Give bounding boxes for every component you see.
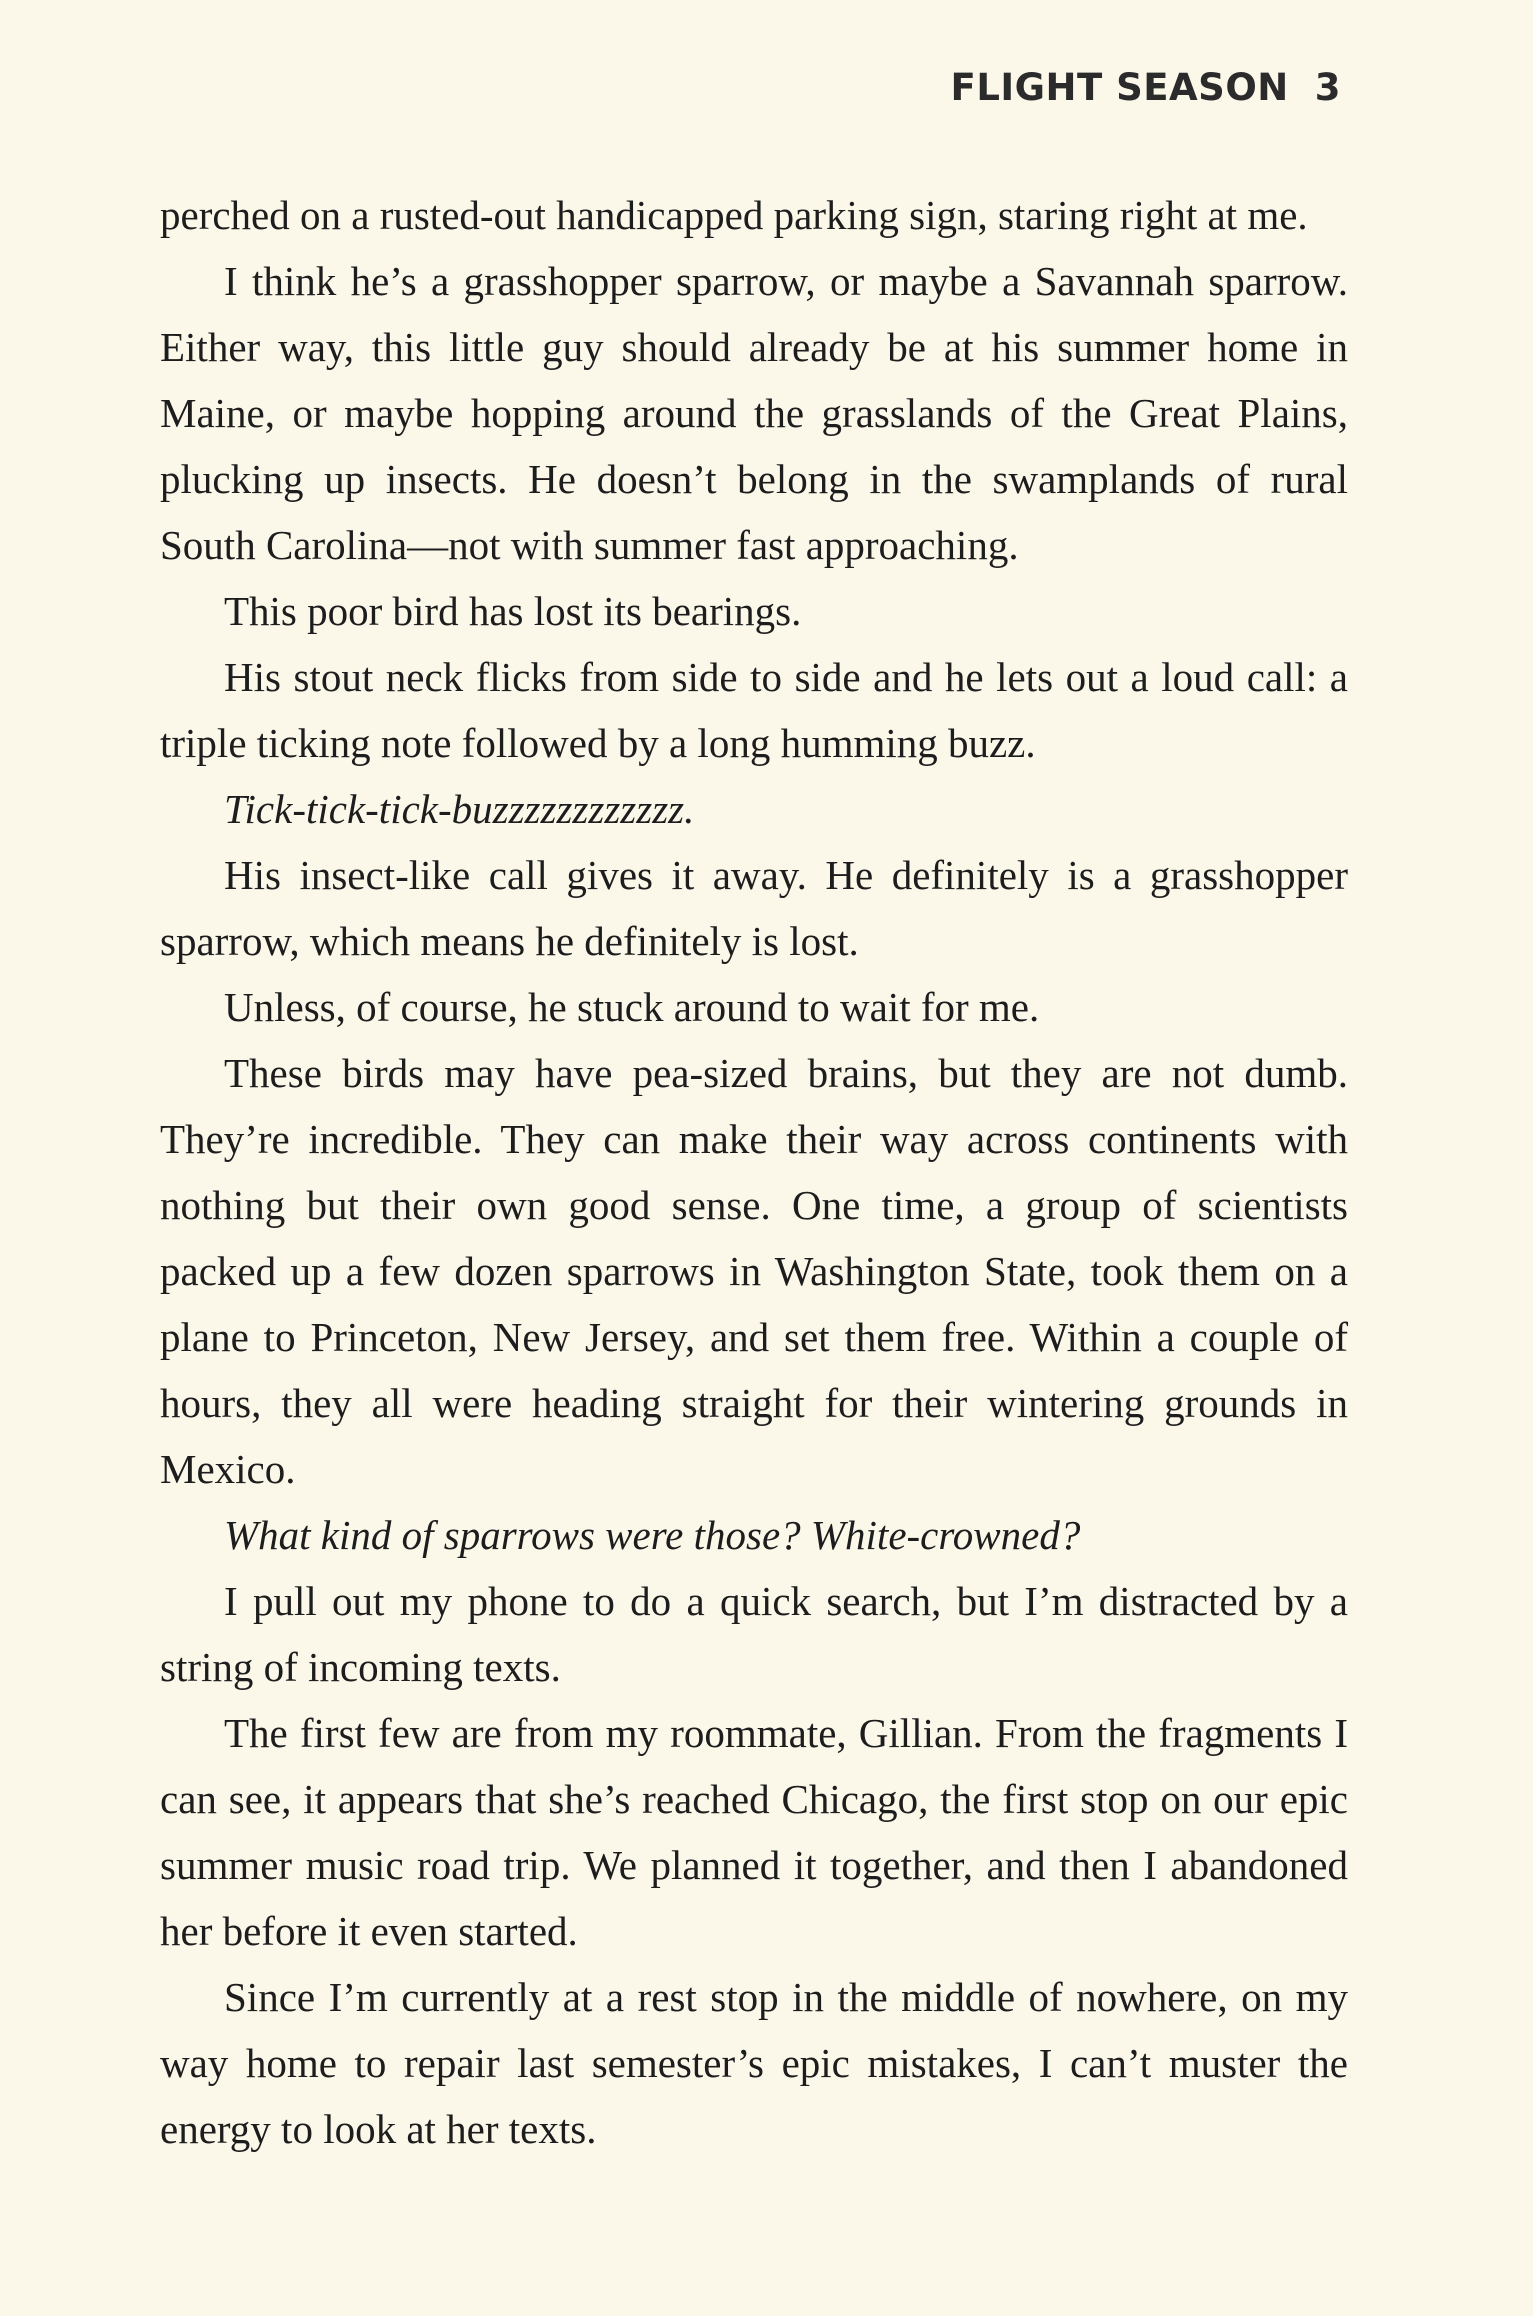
body-text — [160, 182, 1348, 2162]
italic-thought: What kind of sparrows were those? White-crowned? — [224, 1512, 1081, 1558]
running-head — [951, 66, 1341, 109]
paragraph: The first few are from my roommate, Gillian. From the fragments I can see, it appears that she’s reached Chicago, the first stop on our epic summer music road trip. We planned it together, and then I abandoned her before it even started. — [160, 1710, 1348, 1954]
paragraph: Since I’m currently at a rest stop in the middle of nowhere, on my way home to repair last semester’s epic mistakes, I can’t muster the energy to look at her texts. — [160, 1974, 1348, 2152]
paragraph: This poor bird has lost its bearings. — [224, 588, 802, 634]
paragraph: I pull out my phone to do a quick search, but I’m distracted by a string of incoming texts. — [160, 1578, 1348, 1690]
running-title: FLIGHT SEASON — [950, 66, 1289, 109]
paragraph: These birds may have pea-sized brains, but they are not dumb. They’re incredible. They can make their way across continents with nothing but their own good sense. One time, a group of scientists packed up a few dozen sparrows in Washington State, took them on a plane to Princeton, New Jersey, and set them free. Within a couple of hours, they all were heading straight for their wintering grounds in Mexico. — [160, 1050, 1348, 1492]
italic-bird-call: Tick-tick-tick-buzzzzzzzzzzzz. — [224, 786, 695, 832]
paragraph: I think he’s a grasshopper sparrow, or maybe a Savannah sparrow. Either way, this little guy should already be at his summer home in Maine, or maybe hopping around the grasslands of the Great Plains, plucking up insects. He doesn’t belong in the swamplands of rural South Carolina—not with summer fast approaching. — [160, 258, 1348, 568]
page-number: 3 — [1314, 66, 1341, 109]
paragraph: His stout neck flicks from side to side and he lets out a loud call: a triple ticking note followed by a long humming buzz. — [160, 654, 1348, 766]
paragraph: Unless, of course, he stuck around to wait for me. — [224, 984, 1040, 1030]
paragraph-continued: perched on a rusted-out handicapped parking sign, staring right at me. — [160, 192, 1308, 238]
paragraph: His insect-like call gives it away. He definitely is a grasshopper sparrow, which means he definitely is lost. — [160, 852, 1348, 964]
